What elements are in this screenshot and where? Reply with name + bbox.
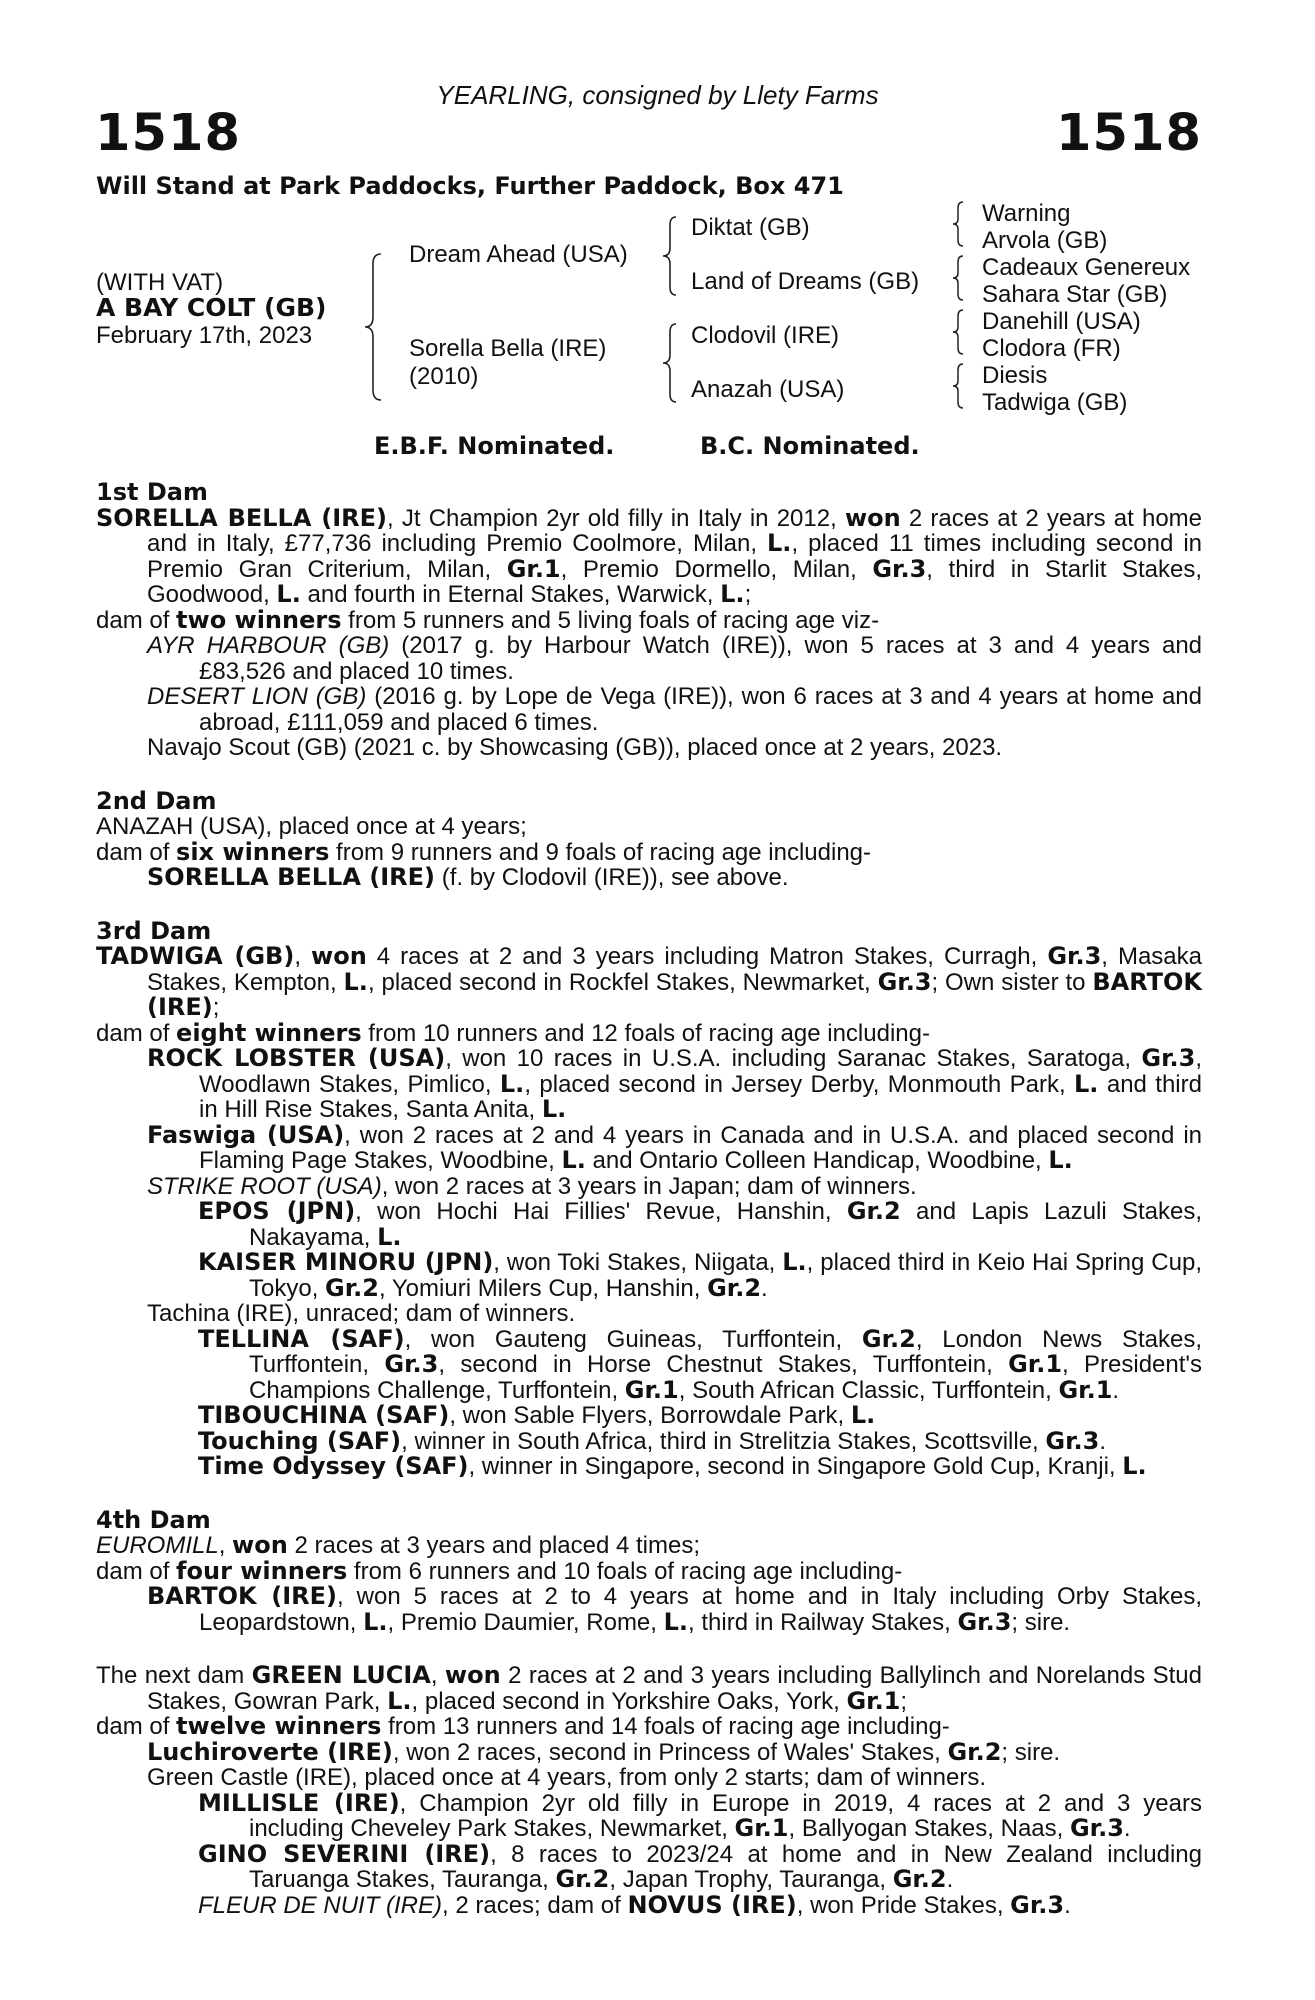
text-run: ; Own sister to (931, 968, 1093, 996)
bold-text-run: L. (541, 1095, 567, 1123)
text-run: Green Castle (IRE), placed once at 4 years, from only 2 starts; dam of winners. (147, 1764, 987, 1791)
bold-text-run: L. (499, 1069, 525, 1098)
text-run: 2 races at 2 and 3 years including Ballylinch and Norelands Stud Stakes, Gowran Park, (147, 1662, 1202, 1715)
text-run: , won Hochi Hai Fillies' Revue, Hanshin, (355, 1198, 847, 1225)
lot-number-left: 1518 (95, 104, 241, 163)
grand-produce-entry (96, 1403, 1202, 1429)
text-run: . (1112, 1376, 1120, 1404)
text-run: . (1064, 1891, 1071, 1919)
italic-text-run: FLEUR DE NUIT (IRE) (198, 1891, 443, 1919)
text-run: ; sire. (1001, 1738, 1061, 1766)
bold-text-run: Gr.1 (846, 1686, 901, 1715)
text-run: , second in Horse Chestnut Stakes, Turffontein, (438, 1351, 1009, 1378)
text-run: from 13 runners and 14 foals of racing age including- (381, 1713, 950, 1740)
bold-text-run: L. (782, 1248, 807, 1276)
bold-text-run: Touching (SAF) (198, 1426, 402, 1455)
text-run: Navajo Scout (GB) (2021 c. by Showcasing (GB)), placed once at 2 years, 2023. (147, 734, 1003, 761)
produce-entry (96, 633, 1202, 684)
bold-text-run: GINO SEVERINI (IRE) (198, 1839, 491, 1868)
text-run: , South African Classic, Turffontein, (678, 1376, 1059, 1404)
text-run: , won Pride Stakes, (796, 1891, 1011, 1919)
bold-text-run: two winners (176, 605, 342, 634)
text-run: , placed second in Rockfel Stakes, Newmarket, (367, 968, 878, 996)
dam-brace (660, 322, 684, 404)
ggp-clodora: Clodora (FR) (982, 335, 1121, 362)
bold-text-run: Gr.1 (624, 1375, 679, 1404)
vat-note: (WITH VAT) (96, 269, 224, 296)
bold-text-run: Gr.1 (1008, 1350, 1063, 1378)
grand-produce-entry (96, 1324, 1202, 1404)
text-run: , winner in Singapore, second in Singapore Gold Cup, Kranji, (468, 1453, 1123, 1480)
text-run: from 6 runners and 10 foals of racing age including- (347, 1557, 903, 1585)
bold-text-run: won (844, 503, 901, 532)
text-run: , (294, 943, 312, 970)
text-run: , placed third in Keio Hai Spring Cup, Tokyo, (249, 1249, 1202, 1302)
bold-text-run: Gr.1 (734, 1814, 789, 1842)
ggp-sahara-star: Sahara Star (GB) (982, 281, 1168, 308)
grand-produce-entry (96, 1890, 1202, 1919)
text-run: . (946, 1866, 954, 1893)
bold-text-run: TIBOUCHINA (SAF) (198, 1401, 450, 1429)
text-run: dam of (96, 838, 177, 866)
text-run: , won 2 races, second in Princess of Wales' Stakes, (392, 1738, 948, 1766)
text-run: , placed second in Yorkshire Oaks, York, (411, 1687, 847, 1715)
bold-text-run: L. (1048, 1146, 1073, 1174)
ggp-warning: Warning (982, 200, 1071, 227)
bold-text-run: Gr.3 (1010, 1890, 1065, 1919)
foaling-date: February 17th, 2023 (96, 322, 313, 349)
dam-record (96, 1533, 1202, 1559)
ggp-arvola: Arvola (GB) (982, 227, 1108, 254)
text-run: , won Gauteng Guineas, Turffontein, (404, 1325, 862, 1353)
section-heading: 3rd Dam (96, 916, 212, 945)
bold-text-run: Gr.2 (555, 1865, 610, 1893)
stabling-location: Will Stand at Park Paddocks, Further Paddock, Box 471 (96, 172, 844, 200)
text-run: , Masaka Stakes, Kempton, (147, 943, 1203, 996)
text-run: ; (744, 581, 752, 608)
text-run: . (1099, 1427, 1106, 1455)
bold-text-run: Gr.2 (707, 1273, 762, 1302)
produce-entry (96, 1584, 1202, 1635)
bold-text-run: Gr.3 (957, 1607, 1012, 1636)
ggp-cadeaux-genereux: Cadeaux Genereux (982, 254, 1191, 281)
bold-text-run: Luchiroverte (IRE) (147, 1737, 393, 1766)
text-run: , winner in South Africa, third in Strelitzia Stakes, Scottsville, (401, 1427, 1046, 1455)
ggp-diesis: Diesis (982, 362, 1048, 389)
italic-text-run: EUROMILL (96, 1532, 219, 1559)
bold-text-run: L. (561, 1146, 586, 1174)
horse-name: A BAY COLT (GB) (96, 293, 327, 322)
ebf-nomination: E.B.F. Nominated. (374, 432, 615, 460)
text-run: ANAZAH (USA), placed once at 4 years; (96, 813, 527, 840)
text-run: and Ontario Colleen Handicap, Woodbine, (585, 1147, 1049, 1174)
grand-produce-entry (96, 1426, 1202, 1455)
text-run: , placed 11 times including second in Premio Gran Criterium, Milan, (147, 530, 1202, 583)
text-run: , placed second in Jersey Derby, Monmouth Park, (524, 1070, 1075, 1098)
bold-text-run: Gr.1 (1058, 1375, 1113, 1404)
bold-text-run: ROCK LOBSTER (USA) (147, 1044, 446, 1072)
text-run: , won Sable Flyers, Borrowdale Park, (449, 1402, 851, 1429)
text-run: 2 races at 3 years and placed 4 times; (287, 1532, 701, 1559)
bold-text-run: Gr.3 (1069, 1814, 1124, 1842)
text-run: , won 2 races at 2 and 4 years in Canada and in U.S.A. and placed second in Flaming Page Stakes, Woodbine, (199, 1121, 1202, 1174)
bold-text-run: L. (720, 580, 745, 608)
bold-text-run: twelve winners (176, 1712, 382, 1740)
third-dam-section (96, 916, 1203, 1480)
text-run: , Yomiuri Milers Cup, Hanshin, (378, 1274, 708, 1302)
ggp-danehill: Danehill (USA) (982, 308, 1141, 335)
text-run: and third in Hill Rise Stakes, Santa Anita, (199, 1070, 1202, 1123)
dam-dam: Anazah (USA) (691, 376, 845, 403)
ggp-tadwiga: Tadwiga (GB) (982, 389, 1128, 416)
text-run: , (430, 1662, 445, 1689)
text-run: and Lapis Lazuli Stakes, Nakayama, (249, 1198, 1202, 1251)
produce-entry (96, 1046, 1202, 1123)
bold-text-run: Gr.2 (325, 1273, 379, 1302)
bc-nomination: B.C. Nominated. (700, 432, 920, 460)
text-run: (f. by Clodovil (IRE)), see above. (435, 864, 789, 891)
section-heading: 4th Dam (96, 1505, 211, 1534)
bold-text-run: TADWIGA (GB) (96, 942, 295, 970)
bold-text-run: L. (1074, 1069, 1099, 1098)
text-run: The next dam (96, 1662, 252, 1689)
text-run: , won 2 races at 3 years in Japan; dam of winners. (381, 1172, 917, 1200)
second-dam-section (96, 786, 1202, 891)
bold-text-run: BARTOK (IRE) (147, 967, 1203, 1021)
bold-text-run: L. (850, 1401, 876, 1429)
consignor-line: YEARLING, consigned by Llety Farms (436, 80, 879, 110)
grand-produce-entry (96, 1199, 1202, 1250)
text-run: ; sire. (1011, 1608, 1071, 1636)
italic-text-run: AYR HARBOUR (GB) (147, 632, 390, 659)
text-run: ; (212, 994, 220, 1021)
text-run: , Ballyogan Stakes, Naas, (788, 1815, 1070, 1842)
sire-brace (660, 215, 684, 297)
bold-text-run: Gr.2 (947, 1737, 1002, 1766)
bold-text-run: won (311, 942, 367, 970)
produce-entry (96, 684, 1202, 735)
grand-produce-entry (96, 1788, 1202, 1842)
bold-text-run: Gr.3 (1045, 1426, 1100, 1455)
dam-produce-summary (96, 605, 1202, 634)
dam-sire: Clodovil (IRE) (691, 322, 840, 349)
produce-entry (96, 865, 1202, 891)
section-heading: 2nd Dam (96, 786, 217, 815)
bold-text-run: Faswiga (USA) (147, 1120, 345, 1149)
bold-text-run: L. (276, 580, 301, 608)
bold-text-run: NOVUS (IRE) (627, 1890, 797, 1919)
ggp-brace-4 (950, 362, 968, 410)
bold-text-run: L. (343, 967, 368, 996)
ggp-brace-1 (950, 200, 968, 248)
lot-number-right: 1518 (1056, 104, 1202, 163)
text-run: , won Toki Stakes, Niigata, (493, 1249, 783, 1276)
bold-text-run: Gr.2 (861, 1324, 916, 1353)
bold-text-run: L. (377, 1222, 402, 1251)
italic-text-run: DESERT LION (GB) (147, 683, 367, 710)
text-run: , London News Stakes, Turffontein, (249, 1325, 1202, 1378)
bold-text-run: won (444, 1661, 501, 1689)
text-run: from 9 runners and 9 foals of racing age including- (329, 838, 872, 866)
dam-produce-summary (96, 837, 1202, 866)
section-heading: 1st Dam (96, 478, 208, 506)
bold-text-run: Gr.3 (1141, 1044, 1196, 1072)
text-run: , Japan Trophy, Tauranga, (609, 1866, 893, 1893)
text-run: , Premio Dormello, Milan, (560, 555, 873, 583)
bold-text-run: L. (363, 1607, 388, 1636)
text-run: , Champion 2yr old filly in Europe in 2019, 4 races at 2 and 3 years including Cheveley Park Stakes, Newmarket, (249, 1789, 1202, 1842)
text-run: . (1123, 1815, 1131, 1842)
bold-text-run: won (232, 1531, 288, 1559)
bold-text-run: BARTOK (IRE) (147, 1582, 338, 1610)
text-run: , third in Starlit Stakes, Goodwood, (147, 555, 1202, 608)
text-run: 2 races at 2 years at home and in Italy, £77,736 including Premio Coolmore, Milan, (147, 504, 1203, 557)
fourth-dam-section (96, 1505, 1202, 1636)
text-run: , (218, 1532, 233, 1559)
sire-name: Dream Ahead (USA) (409, 241, 628, 268)
produce-entry (96, 1765, 1202, 1791)
text-run: (2016 g. by Lope de Vega (IRE)), won 6 races at 3 and 4 years at home and abroad, £111,059 and placed 6 times. (199, 683, 1202, 736)
dam-name: Sorella Bella (IRE) (409, 335, 607, 362)
text-run: (2017 g. by Harbour Watch (IRE)), won 5 races at 3 and 4 years and £83,526 and placed 10 times. (199, 632, 1203, 685)
sire-dam: Land of Dreams (GB) (691, 268, 920, 295)
text-run: , Woodlawn Stakes, Pimlico, (199, 1045, 1202, 1098)
produce-record (96, 480, 1202, 1946)
text-run: dam of (96, 606, 177, 634)
dam-year: (2010) (409, 363, 479, 390)
text-run: dam of (96, 1713, 177, 1740)
text-run: , 8 races to 2023/24 at home and in New Zealand including Taruanga Stakes, Tauranga, (249, 1840, 1202, 1893)
produce-entry (96, 1301, 1202, 1327)
bold-text-run: eight winners (176, 1018, 362, 1047)
grand-produce-entry (96, 1839, 1202, 1893)
grand-produce-entry (96, 1454, 1202, 1480)
bold-text-run: Time Odyssey (SAF) (198, 1452, 469, 1480)
bold-text-run: L. (387, 1686, 412, 1715)
bold-text-run: SORELLA BELLA (IRE) (147, 863, 436, 891)
sire-sire: Diktat (GB) (691, 214, 810, 241)
text-run: from 5 runners and 5 living foals of racing age viz- (341, 606, 880, 634)
first-dam-section (96, 480, 1202, 761)
bold-text-run: Gr.3 (384, 1350, 439, 1378)
text-run: from 10 runners and 12 foals of racing age including- (361, 1019, 930, 1047)
text-run: dam of (96, 1557, 177, 1585)
bold-text-run: GREEN LUCIA (251, 1661, 431, 1689)
bold-text-run: Gr.3 (1047, 942, 1102, 970)
produce-entry (96, 735, 1202, 761)
bold-text-run: SORELLA BELLA (IRE) (96, 503, 388, 532)
ggp-brace-2 (950, 254, 968, 302)
produce-entry (96, 1120, 1202, 1174)
text-run: Tachina (IRE), unraced; dam of winners. (147, 1300, 576, 1327)
text-run: dam of (96, 1019, 177, 1047)
italic-text-run: STRIKE ROOT (USA) (147, 1172, 382, 1200)
text-run: , Jt Champion 2yr old filly in Italy in 2012, (387, 504, 845, 532)
dam-produce-summary (96, 1556, 1202, 1585)
text-run: ; (900, 1687, 908, 1715)
bold-text-run: L. (1122, 1452, 1147, 1480)
text-run: 4 races at 2 and 3 years including Matron Stakes, Curragh, (366, 943, 1048, 970)
bold-text-run: KAISER MINORU (JPN) (198, 1248, 494, 1276)
bold-text-run: four winners (176, 1556, 348, 1585)
pedigree-brace (361, 252, 391, 402)
text-run: , Premio Daumier, Rome, (387, 1608, 664, 1636)
bold-text-run: Gr.3 (872, 554, 927, 583)
bold-text-run: TELLINA (SAF) (198, 1324, 405, 1353)
bold-text-run: six winners (176, 837, 330, 866)
bold-text-run: Gr.1 (506, 554, 561, 583)
text-run: . (761, 1274, 768, 1302)
text-run: and fourth in Eternal Stakes, Warwick, (300, 581, 721, 608)
dam-produce-summary (96, 1714, 1202, 1740)
dam-record (96, 944, 1202, 1021)
dam-record (96, 1663, 1202, 1714)
produce-entry (96, 1737, 1202, 1766)
text-run: , 2 races; dam of (442, 1891, 628, 1919)
text-run: , third in Railway Stakes, (688, 1608, 958, 1636)
dam-record (96, 814, 1202, 840)
bold-text-run: Gr.3 (877, 967, 932, 996)
bold-text-run: L. (663, 1607, 689, 1636)
dam-record (96, 503, 1203, 608)
bold-text-run: L. (767, 529, 792, 557)
text-run: , won 5 races at 2 to 4 years at home and in Italy including Orby Stakes, Leopardstown, (199, 1583, 1202, 1636)
next-dam-section (96, 1663, 1202, 1918)
produce-entry (96, 1174, 1202, 1200)
bold-text-run: Gr.2 (892, 1865, 947, 1893)
bold-text-run: MILLISLE (IRE) (198, 1788, 400, 1817)
text-run: , President's Champions Challenge, Turffontein, (249, 1351, 1202, 1404)
grand-produce-entry (96, 1250, 1202, 1301)
bold-text-run: Gr.2 (846, 1197, 901, 1225)
bold-text-run: EPOS (JPN) (198, 1197, 356, 1225)
dam-produce-summary (96, 1018, 1202, 1047)
ggp-brace-3 (950, 308, 968, 356)
text-run: , won 10 races in U.S.A. including Saranac Stakes, Saratoga, (445, 1045, 1142, 1072)
